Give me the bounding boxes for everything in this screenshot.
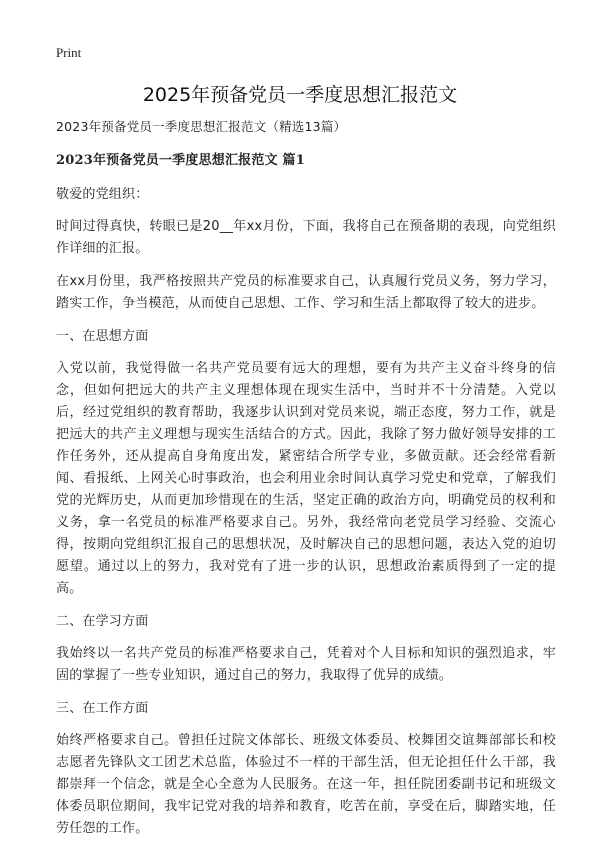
study-paragraph: 我始终以一名共产党员的标准严格要求自己，凭着对个人目标和知识的强烈追求，牢固的掌握了一些专业知识，通过自己的努力，我取得了优异的成绩。 xyxy=(56,646,556,683)
heading-study: 二、在学习方面 xyxy=(56,614,149,629)
heading-thought: 一、在思想方面 xyxy=(56,329,149,344)
overview-paragraph: 在xx月份里，我严格按照共产党员的标准要求自己，认真履行党员义务，努力学习，踏实工作，争当模范，从而使自己思想、工作、学习和生活上都取得了较大的进步。 xyxy=(56,274,556,311)
section-heading: 2023年预备党员一季度思想汇报范文 篇1 xyxy=(56,153,305,168)
intro-paragraph: 时间过得真快，转眼已是20__年xx月份，下面，我将自己在预备期的表现，向党组织作详细的汇报。 xyxy=(56,219,556,256)
page-title: 2025年预备党员一季度思想汇报范文 xyxy=(142,84,458,106)
salutation: 敬爱的党组织： xyxy=(56,187,149,202)
heading-work: 三、在工作方面 xyxy=(56,701,149,716)
article-body xyxy=(56,116,556,851)
print-link[interactable]: Print xyxy=(56,45,82,60)
work-paragraph: 始终严格要求自己。曾担任过院文体部长、班级文体委员、校舞团交谊舞部部长和校志愿者先锋队文工团艺术总监，体验过不一样的干部生活，但无论担任什么干部，我都崇拜一个信念，就是全心全意为人民服务。在这一年，担任院团委副书记和班级文体委员职位期间，我牢记党对我的培养和教育，吃苦在前，享受在后，脚踏实地，任劳任怨的工作。 xyxy=(56,733,556,836)
thought-paragraph: 入党以前，我觉得做一名共产党员要有远大的理想，要有为共产主义奋斗终身的信念，但如何把远大的共产主义理想体现在现实生活中，当时并不十分清楚。入党以后，经过党组织的教育帮助，我逐步认识到对党员来说，端正态度，努力工作，就是把远大的共产主义理想与现实生活结合的方式。因此，我除了努力做好领导安排的工作任务外，还从提高自身角度出发，紧密结合所学专业，多做贡献。还会经常看新闻、看报纸、上网关心时事政治，也会利用业余时间认真学习党史和党章，了解我们党的光辉历史，从而更加珍惜现在的生活，坚定正确的政治方向，明确党员的权利和义务，拿一名党员的标准严格要求自己。另外，我经常向老党员学习经验、交流心得，按期向党组织汇报自己的思想状况，及时解决自己的思想问题，表达入党的迫切愿望。通过以上的努力，我对党有了进一步的认识，思想政治素质得到了一定的提高。 xyxy=(56,361,556,596)
article-subtitle: 2023年预备党员一季度思想汇报范文（精选13篇） xyxy=(56,119,347,134)
